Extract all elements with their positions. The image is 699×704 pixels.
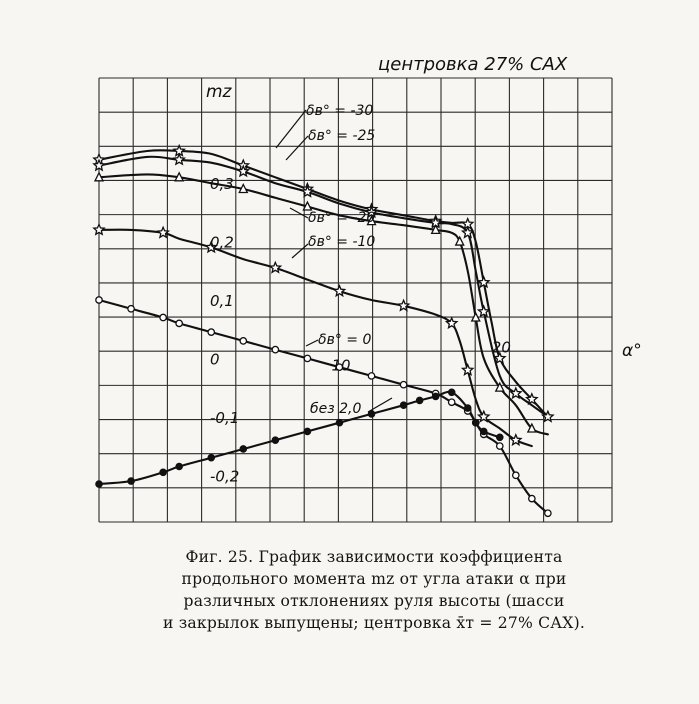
y-axis-label: mz <box>206 82 232 102</box>
data-point <box>158 227 169 237</box>
data-point <box>432 393 438 399</box>
data-point <box>481 428 487 434</box>
data-point <box>208 455 214 461</box>
series-label-zero: δв° = 0 <box>318 332 372 348</box>
caption-line-1: Фиг. 25. График зависимости коэффициента <box>185 548 563 566</box>
data-point <box>176 320 182 326</box>
x-tick-label: 20 <box>491 338 511 357</box>
data-point <box>94 224 104 234</box>
y-tick-label: 0,1 <box>210 292 234 310</box>
y-tick-label: -0,1 <box>210 408 240 427</box>
data-point <box>208 329 214 335</box>
series-label-minus30: δв° = -30 <box>306 103 374 119</box>
caption-line-2: продольного момента mz от угла атаки α при <box>181 570 567 588</box>
data-point <box>416 397 422 403</box>
data-point <box>497 434 503 440</box>
data-point <box>176 463 182 469</box>
chart-grid <box>99 78 612 522</box>
data-point <box>448 399 454 405</box>
figure-caption <box>96 546 652 634</box>
data-point <box>529 495 535 501</box>
data-point <box>128 478 134 484</box>
data-point <box>270 262 281 272</box>
leader-zero <box>306 340 318 346</box>
series-line <box>99 392 500 484</box>
data-point <box>304 355 310 361</box>
caption-line-3: различных отклонениях руля высоты (шасси <box>183 592 565 610</box>
data-point <box>511 435 521 445</box>
data-point <box>272 437 278 443</box>
data-point <box>400 382 406 388</box>
chart-annotations <box>206 54 642 417</box>
data-point <box>479 277 490 287</box>
data-point <box>545 510 551 516</box>
y-tick-label: -0,2 <box>210 467 240 486</box>
data-point <box>272 346 278 352</box>
x-axis-label: α° <box>622 341 642 361</box>
data-point <box>336 419 342 425</box>
data-point <box>463 365 473 375</box>
chart-markers <box>94 146 553 517</box>
data-point <box>160 314 166 320</box>
y-tick-label: 0,3 <box>210 175 234 194</box>
data-point <box>94 160 104 170</box>
series-label-minus25: δв° = -25 <box>308 128 376 144</box>
data-point <box>96 297 102 303</box>
data-point <box>368 373 374 379</box>
data-point <box>160 469 166 475</box>
data-point <box>473 419 479 425</box>
data-point <box>479 306 490 316</box>
data-point <box>304 428 310 434</box>
data-point <box>334 286 345 296</box>
data-point <box>513 472 519 478</box>
data-point <box>240 446 246 452</box>
series-label-minus20: δв° = -20 <box>308 210 376 226</box>
series-line <box>99 150 548 417</box>
data-point <box>448 389 454 395</box>
caption-line-4: и закрылок выпущены; центровка x̄т = 27% САХ). <box>162 614 586 632</box>
data-point <box>465 405 471 411</box>
series-label-minus10: δв° = -10 <box>308 234 376 250</box>
leader-minus10 <box>292 244 308 258</box>
chart-title: центровка 27% САХ <box>378 54 568 75</box>
data-point <box>497 443 503 449</box>
y-tick-label: 0 <box>210 350 220 369</box>
data-point <box>400 402 406 408</box>
data-point <box>128 306 134 312</box>
data-point <box>240 338 246 344</box>
x-tick-label: 10 <box>331 356 351 375</box>
data-point <box>96 481 102 487</box>
y-tick-label: 0,2 <box>210 233 234 252</box>
series-label-bez: без 2,0 <box>310 401 362 417</box>
